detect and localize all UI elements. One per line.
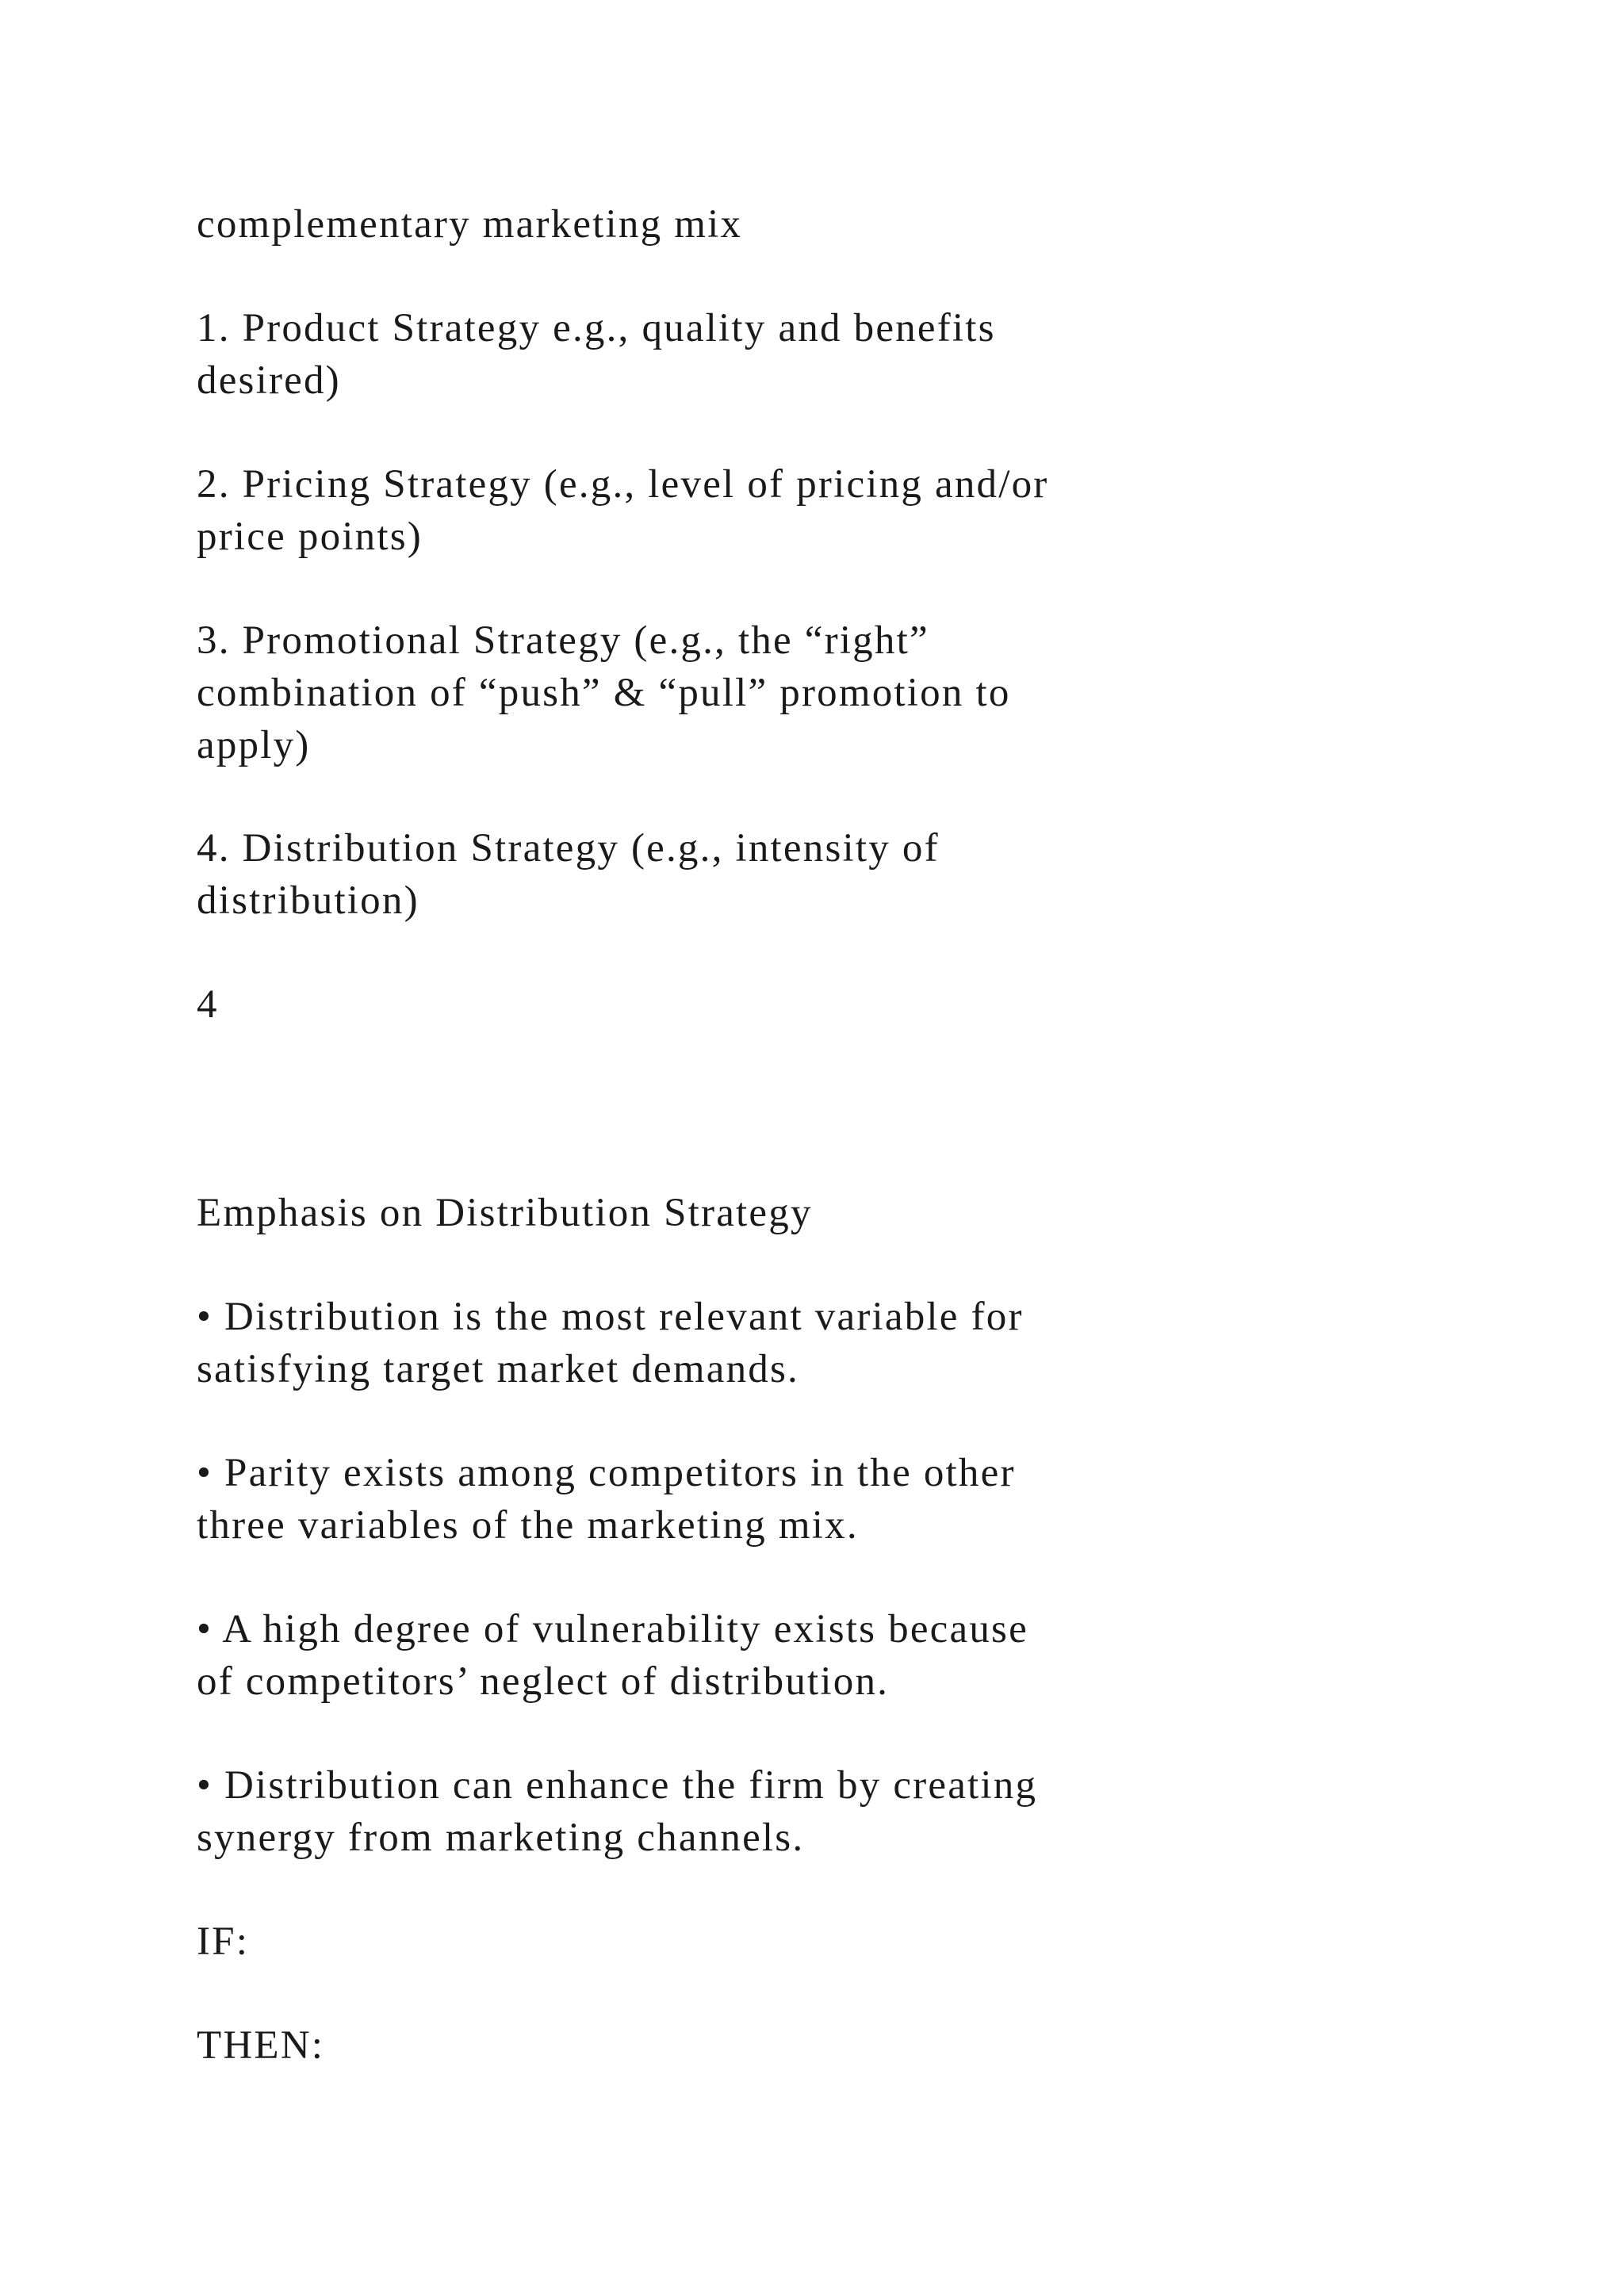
product-strategy-item: 1. Product Strategy e.g., quality and benefits desired) — [197, 306, 996, 403]
bullet-item: • Distribution can enhance the firm by creating synergy from marketing channels. — [197, 1763, 1038, 1860]
distribution-strategy-item: 4. Distribution Strategy (e.g., intensity of distribution) — [197, 826, 940, 923]
intro-line: complementary marketing mix — [197, 202, 743, 247]
bullet-item: • Distribution is the most relevant variable for satisfying target market demands. — [197, 1295, 1024, 1391]
pricing-strategy-item: 2. Pricing Strategy (e.g., level of pricing and/or price points) — [197, 462, 1049, 559]
section-heading: Emphasis on Distribution Strategy — [197, 1191, 813, 1235]
bullet-item: • Parity exists among competitors in the other three variables of the marketing mix. — [197, 1451, 1016, 1548]
then-label: THEN: — [197, 2023, 325, 2068]
if-label: IF: — [197, 1919, 250, 1964]
promotional-strategy-item: 3. Promotional Strategy (e.g., the “right” combination of “push” & “pull” promotion to apply) — [197, 618, 1011, 767]
page-number: 4 — [197, 982, 219, 1027]
bullet-item: • A high degree of vulnerability exists because of competitors’ neglect of distribution. — [197, 1607, 1028, 1704]
